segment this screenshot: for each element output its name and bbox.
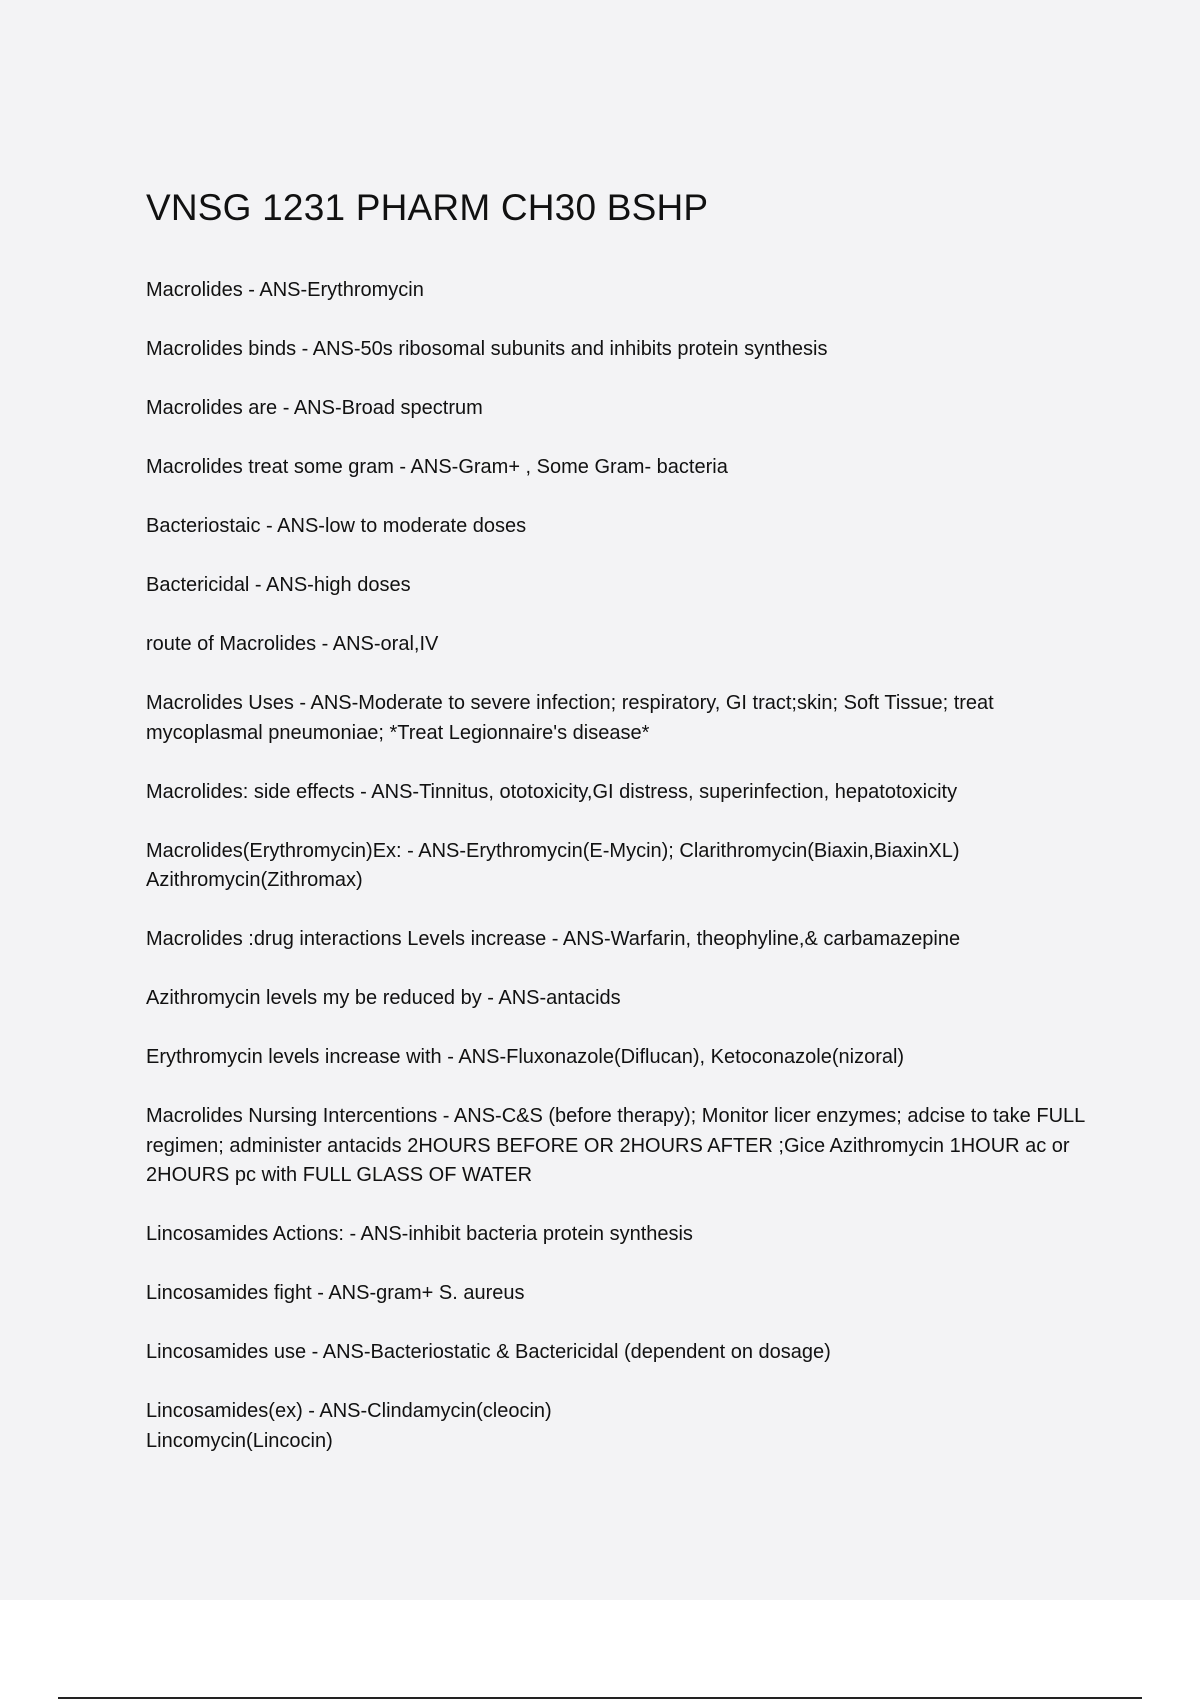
page-title: VNSG 1231 PHARM CH30 BSHP: [146, 187, 709, 228]
list-item: Bacteriostaic - ANS-low to moderate doses: [146, 515, 527, 537]
list-item: Macrolides: side effects - ANS-Tinnitus, ototoxicity,GI distress, superinfection, hepatotoxicity: [146, 780, 958, 803]
list-item: Macrolides Uses - ANS-Moderate to severe infection; respiratory, GI tract;skin; Soft Tissue; treat mycoplasmal pneumoniae; *Treat Legionnaire's disease*: [146, 692, 994, 744]
list-item: Macrolides binds - ANS-50s ribosomal subunits and inhibits protein synthesis: [146, 338, 828, 360]
list-item: Macrolides :drug interactions Levels increase - ANS-Warfarin, theophyline,& carbamazepine: [146, 928, 961, 950]
list-item: Azithromycin levels my be reduced by - ANS-antacids: [146, 987, 621, 1009]
list-item: route of Macrolides - ANS-oral,IV: [146, 633, 439, 655]
list-item: Lincosamides use - ANS-Bacteriostatic & Bactericidal (dependent on dosage): [146, 1341, 831, 1363]
list-item: Macrolides treat some gram - ANS-Gram+ , Some Gram- bacteria: [146, 456, 728, 478]
page-divider: [58, 1697, 1142, 1699]
list-item: Macrolides are - ANS-Broad spectrum: [146, 397, 483, 419]
list-item: Macrolides - ANS-Erythromycin: [146, 279, 424, 301]
list-item: Lincosamides(ex) - ANS-Clindamycin(cleocin) Lincomycin(Lincocin): [146, 1400, 552, 1452]
document-content: [146, 186, 1106, 1486]
list-item: Lincosamides Actions: - ANS-inhibit bacteria protein synthesis: [146, 1223, 693, 1245]
list-item: Bactericidal - ANS-high doses: [146, 574, 411, 596]
list-item: Erythromycin levels increase with - ANS-Fluxonazole(Diflucan), Ketoconazole(nizoral): [146, 1046, 905, 1068]
list-item: Lincosamides fight - ANS-gram+ S. aureus: [146, 1282, 525, 1304]
list-item: Macrolides(Erythromycin)Ex: - ANS-Erythromycin(E-Mycin); Clarithromycin(Biaxin,BiaxinXL) Azithromycin(Zithromax): [146, 839, 960, 891]
list-item: Macrolides Nursing Intercentions - ANS-C&S (before therapy); Monitor licer enzymes; adcise to take FULL regimen; administer antacids 2HOURS BEFORE OR 2HOURS AFTER ;Gice Azithromycin 1HOUR ac or 2HOURS pc with FULL GLASS OF WATER: [146, 1105, 1085, 1186]
qa-list: [146, 276, 1106, 1456]
